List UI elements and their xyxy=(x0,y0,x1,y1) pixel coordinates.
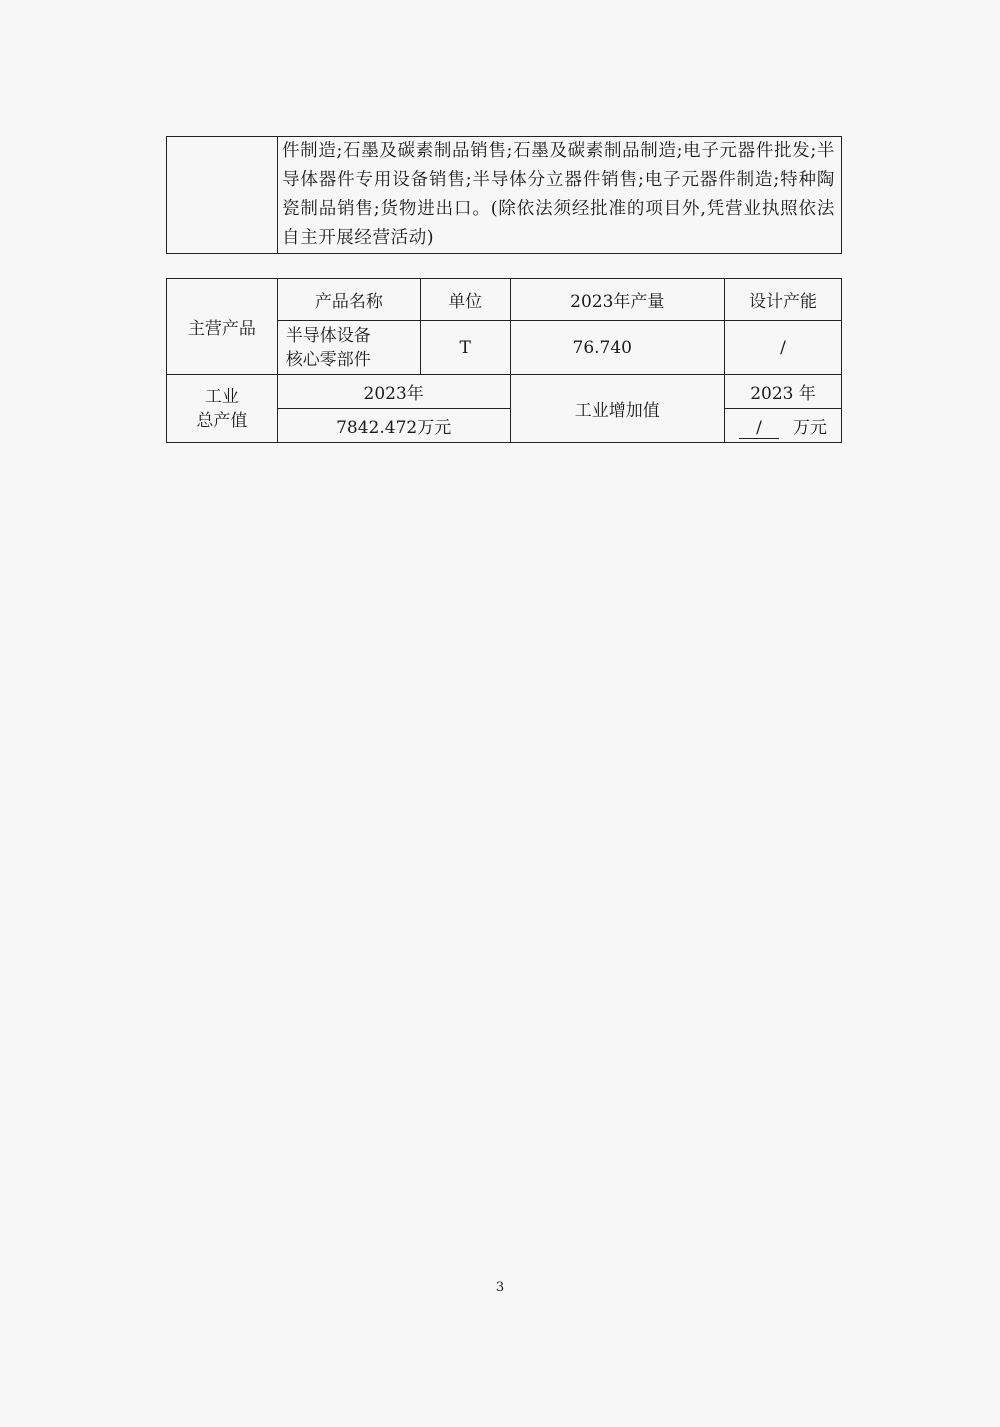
header-output: 2023年产量 xyxy=(510,279,725,321)
product-name-cell xyxy=(277,321,420,375)
product-name-line1: 半导体设备 xyxy=(285,325,371,346)
header-capacity: 设计产能 xyxy=(725,279,842,321)
gross-output-label-line2: 总产值 xyxy=(196,410,248,431)
main-products-label: 主营产品 xyxy=(167,279,278,375)
scope-label-cell xyxy=(167,137,278,254)
value-added-label: 工业增加值 xyxy=(510,375,725,443)
value-added-unit: 万元 xyxy=(793,417,828,438)
page-number: 3 xyxy=(495,1280,505,1295)
product-output: 76.740 xyxy=(510,321,725,375)
product-capacity: / xyxy=(725,321,842,375)
product-unit: T xyxy=(420,321,510,375)
product-name-line2: 核心零部件 xyxy=(285,349,371,370)
gross-output-amount: 7842.472万元 xyxy=(277,409,510,443)
main-products-table xyxy=(166,278,842,443)
gross-output-label-line1: 工业 xyxy=(204,386,239,407)
gross-output-label xyxy=(167,375,278,443)
business-scope-table xyxy=(166,136,842,254)
business-scope-text: 件制造;石墨及碳素制品销售;石墨及碳素制品制造;电子元器件批发;半导体器件专用设备销售;半导体分立器件销售;电子元器件制造;特种陶瓷制品销售;货物进出口。(除依法须经批准的项目外,凭营业执照依法自主开展经营活动) xyxy=(278,137,842,254)
value-added-amount: / xyxy=(739,418,779,439)
gross-output-year: 2023年 xyxy=(277,375,510,409)
value-added-year: 2023 年 xyxy=(725,375,842,409)
header-unit: 单位 xyxy=(420,279,510,321)
header-product-name: 产品名称 xyxy=(277,279,420,321)
value-added-amount-cell xyxy=(725,409,842,443)
